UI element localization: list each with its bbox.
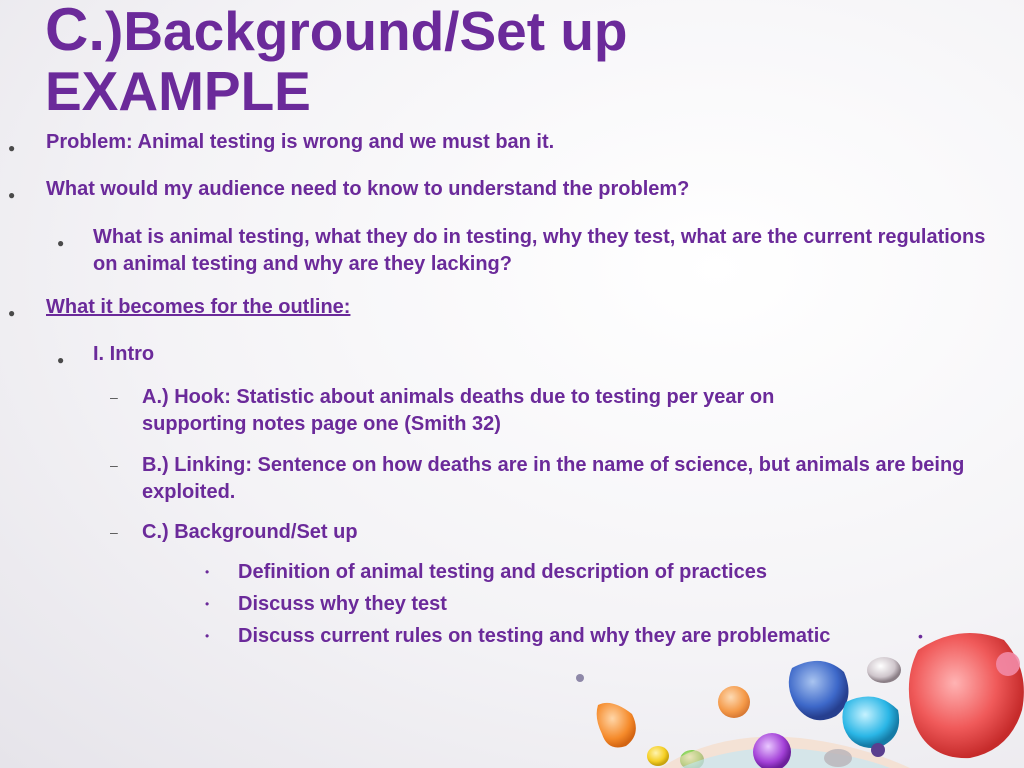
title-letter: C. <box>45 0 105 63</box>
decor-blob <box>842 697 899 749</box>
decor-blob <box>718 686 750 718</box>
bullet-background: C.) Background/Set up <box>142 521 358 543</box>
title-line2: EXAMPLE <box>45 60 311 122</box>
title-line1: )Background/Set up <box>105 0 628 62</box>
decor-blob <box>647 746 669 766</box>
decorative-shapes <box>560 610 1024 768</box>
small-bullet-marker: • <box>205 597 210 611</box>
dash-marker: – <box>110 389 118 405</box>
bullet-outline-heading: What it becomes for the outline: <box>46 296 351 318</box>
decor-dot <box>576 674 584 682</box>
bullet-marker: ● <box>8 188 16 202</box>
bullet-marker: ● <box>8 306 16 320</box>
bullet-linking: B.) Linking: Sentence on how deaths are in the name of science, but animals are being exploited. <box>142 454 965 503</box>
bullet-marker: ● <box>8 141 16 155</box>
bullet-current-rules: Discuss current rules on testing and why they are problematic <box>238 625 831 647</box>
bullet-why-test: Discuss why they test <box>238 593 447 615</box>
decor-dot <box>871 743 885 757</box>
dash-marker: – <box>110 524 118 540</box>
small-bullet-marker: • <box>205 565 210 579</box>
bullet-marker: ● <box>57 236 65 250</box>
bullet-problem: Problem: Animal testing is wrong and we must ban it. <box>46 131 555 153</box>
decor-blob <box>996 652 1020 676</box>
decor-blob <box>909 633 1024 758</box>
slide-title <box>45 0 945 121</box>
bullet-audience-question: What would my audience need to know to understand the problem? <box>46 178 690 200</box>
decor-blob <box>867 657 901 683</box>
decor-blob <box>824 749 852 767</box>
small-bullet-marker: • <box>205 629 210 643</box>
dash-marker: – <box>110 457 118 473</box>
bullet-definition: Definition of animal testing and description of practices <box>238 561 767 583</box>
decor-blob <box>789 661 849 720</box>
decor-blob <box>597 703 636 748</box>
bullet-intro: I. Intro <box>93 343 155 365</box>
bullet-marker: ● <box>57 353 65 367</box>
stray-mark: • <box>918 628 923 644</box>
bullet-what-is-testing: What is animal testing, what they do in testing, why they test, what are the current regulations on animal testing and why are they lacking? <box>93 226 986 275</box>
bullet-hook: A.) Hook: Statistic about animals deaths due to testing per year on supporting notes page one (Smith 32) <box>142 386 775 435</box>
